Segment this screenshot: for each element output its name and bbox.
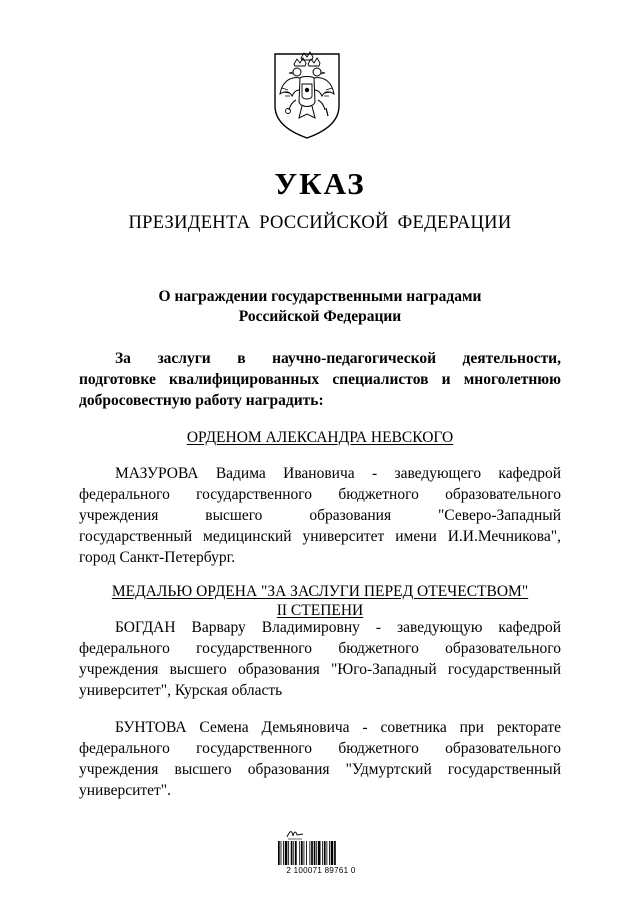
document-title: УКАЗ: [274, 166, 366, 201]
recipient-line: учреждения высшего образования "Юго-Западный государственный: [79, 661, 561, 678]
barcode-bar: [283, 841, 284, 865]
barcode-bar: [318, 841, 321, 865]
intro-line: За заслуги в научно-педагогической деятельности,: [115, 350, 561, 367]
recipient-line: федерального государственного бюджетного образовательного: [79, 486, 561, 503]
recipient-paragraph: [79, 617, 561, 701]
barcode-bar: [306, 841, 307, 865]
barcode-bar: [309, 841, 310, 865]
recipient-paragraph: [79, 717, 561, 801]
barcode-bar: [301, 841, 303, 865]
barcode-bar: [281, 841, 282, 865]
barcode-bar: [311, 841, 313, 865]
barcode-bar: [316, 841, 317, 865]
barcode-bar: [285, 841, 288, 865]
recipient-line: государственный медицинский университет имени И.И.Мечникова",: [79, 528, 561, 545]
recipient-line: БУНТОВА Семена Демьяновича - советника при ректорате: [115, 719, 561, 736]
decree-heading: [100, 287, 540, 327]
barcode-bar: [322, 841, 323, 865]
award-title-line: II СТЕПЕНИ: [276, 602, 364, 619]
award-title: [0, 582, 640, 602]
barcode-bar: [334, 841, 336, 865]
recipient-line: город Санкт-Петербург.: [79, 549, 236, 566]
recipient-line: БОГДАН Варвару Владимировну - заведующую кафедрой: [115, 619, 561, 636]
recipient-line: федерального государственного бюджетного образовательного: [79, 740, 561, 757]
barcode-bar: [293, 841, 294, 865]
barcode-bar: [304, 841, 305, 865]
award-title-line: МЕДАЛЬЮ ОРДЕНА "ЗА ЗАСЛУГИ ПЕРЕД ОТЕЧЕСТВОМ": [111, 583, 529, 600]
signature-mark-icon: [285, 828, 305, 840]
barcode-bar: [299, 841, 300, 865]
decree-heading-line: О награждении государственными наградами: [158, 288, 482, 305]
award-title: [0, 428, 640, 448]
barcode-bar: [326, 841, 327, 865]
coat-of-arms-icon: [272, 48, 342, 140]
recipient-line: учреждения высшего образования "Северо-Западный: [79, 507, 561, 524]
decree-heading-line: Российской Федерации: [238, 308, 402, 325]
barcode-number: 2 100071 89761 0: [286, 866, 356, 875]
recipient-line: МАЗУРОВА Вадима Ивановича - заведующего кафедрой: [115, 465, 561, 482]
barcode-bar: [329, 841, 330, 865]
barcode-bar: [288, 841, 289, 865]
recipient-line: университет", Курская область: [79, 682, 283, 699]
intro-paragraph: [79, 348, 561, 411]
barcode-bar: [278, 841, 280, 865]
barcode-bar: [324, 841, 326, 865]
intro-line: подготовке квалифицированных специалистов и многолетнюю: [79, 371, 561, 388]
barcode-bar: [291, 841, 293, 865]
barcode-icon: [278, 841, 360, 865]
document-subtitle: ПРЕЗИДЕНТА РОССИЙСКОЙ ФЕДЕРАЦИИ: [128, 213, 512, 233]
award-title-line: ОРДЕНОМ АЛЕКСАНДРА НЕВСКОГО: [186, 429, 454, 446]
intro-line: добросовестную работу наградить:: [79, 392, 324, 409]
recipient-paragraph: [79, 463, 561, 568]
recipient-line: федерального государственного бюджетного образовательного: [79, 640, 561, 657]
barcode-bar: [314, 841, 316, 865]
recipient-line: университет".: [79, 782, 172, 799]
barcode-bar: [331, 841, 334, 865]
barcode-bar: [295, 841, 297, 865]
recipient-line: учреждения высшего образования "Удмуртский государственный: [79, 761, 561, 778]
